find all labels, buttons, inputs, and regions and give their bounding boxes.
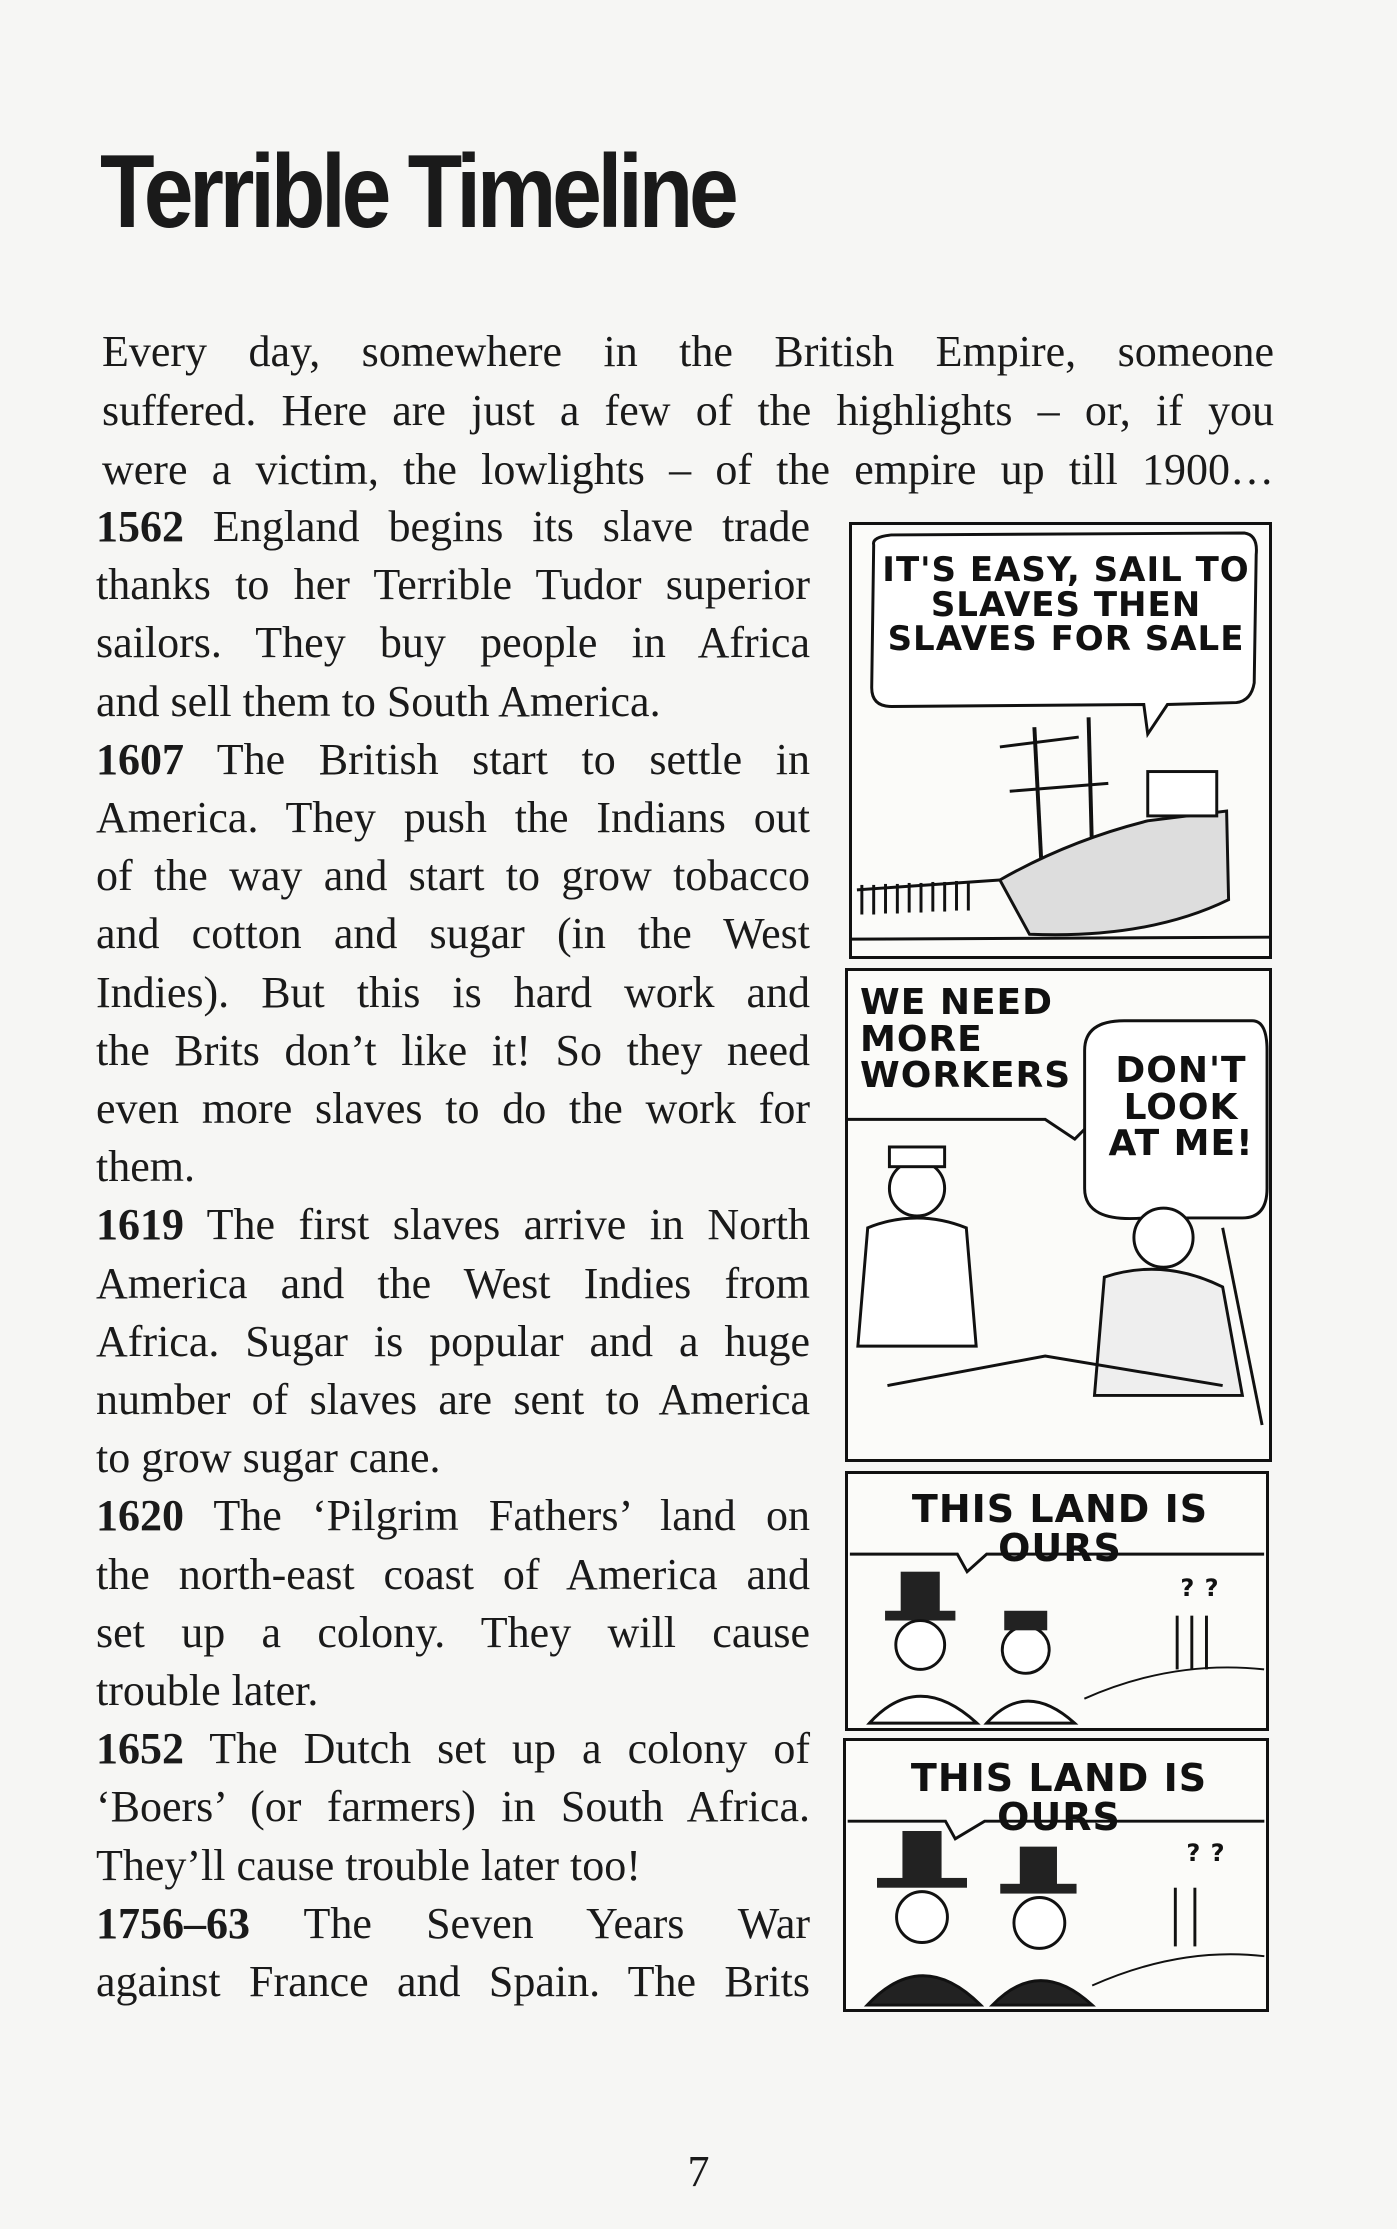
cartoon-panel-workers [845,968,1272,1462]
timeline-line: even more slaves to do the work for [96,1084,810,1134]
timeline-line: to grow sugar cane. [96,1433,441,1483]
timeline-line: them. [96,1142,195,1192]
question-marks: ? ? [1186,1839,1226,1867]
timeline-line: 1562 England begins its slave trade [96,502,811,551]
timeline-line: America and the West Indies from [96,1258,810,1308]
intro-line: Every day, somewhere in the British Empire, someone [102,327,1274,376]
speech-bubble: THIS LAND IS OURS [911,1487,1209,1570]
intro-line: suffered. Here are just a few of the highlights – or, if you [102,386,1274,435]
entry-year: 1620 [96,1491,184,1541]
timeline-line: against France and Spain. The Brits [96,1957,810,2007]
timeline-line: the Brits don’t like it! So they need [96,1025,810,1075]
timeline-line: trouble later. [96,1666,319,1716]
intro-paragraph [102,322,1274,499]
entry-year: 1619 [96,1200,184,1250]
entry-year: 1756–63 [96,1898,250,1948]
entry-year: 1562 [96,502,184,551]
timeline-line: and sell them to South America. [96,676,661,726]
timeline-line: ‘Boers’ (or farmers) in South Africa. [96,1782,810,1832]
cartoon-panel-land-2 [843,1738,1269,2012]
speech-bubble-left: WE NEED MORE WORKERS [860,982,1072,1097]
timeline-entries [96,498,810,2011]
timeline-line: the north-east coast of America and [96,1549,810,1599]
entry-year: 1607 [96,734,184,784]
timeline-line: Africa. Sugar is popular and a huge [96,1316,810,1366]
timeline-line: 1756–63 The Seven Years War [96,1898,810,1948]
speech-bubble-right: DON'T LOOK AT ME! [1108,1050,1254,1165]
entry-year: 1652 [96,1724,184,1774]
timeline-line: 1652 The Dutch set up a colony of [96,1724,810,1774]
page-title: Terrible Timeline [100,134,735,250]
timeline-line: set up a colony. They will cause [96,1607,810,1657]
timeline-line: thanks to her Terrible Tudor superior [96,560,810,610]
timeline-line: They’ll cause trouble later too! [96,1840,641,1890]
timeline-line: 1607 The British start to settle in [96,734,810,784]
cartoon-panel-ship [849,522,1272,959]
timeline-line: America. They push the Indians out [96,793,810,843]
intro-line: were a victim, the lowlights – of the empire up till 1900… [102,445,1274,494]
question-marks: ? ? [1180,1574,1220,1602]
timeline-line: 1620 The ‘Pilgrim Fathers’ land on [96,1491,810,1541]
speech-bubble: IT'S EASY, SAIL TO SLAVES THEN SLAVES FOR SALE [882,550,1250,660]
timeline-line: 1619 The first slaves arrive in North [96,1200,810,1250]
timeline-line: number of slaves are sent to America [96,1375,810,1425]
page-number: 7 [687,2147,710,2196]
timeline-line: sailors. They buy people in Africa [96,618,810,668]
timeline-line: of the way and start to grow tobacco [96,851,810,901]
timeline-line: Indies). But this is hard work and [96,967,810,1017]
timeline-line: and cotton and sugar (in the West [96,909,810,959]
speech-bubble: THIS LAND IS OURS [910,1756,1208,1839]
cartoon-panel-land-1 [845,1471,1269,1731]
